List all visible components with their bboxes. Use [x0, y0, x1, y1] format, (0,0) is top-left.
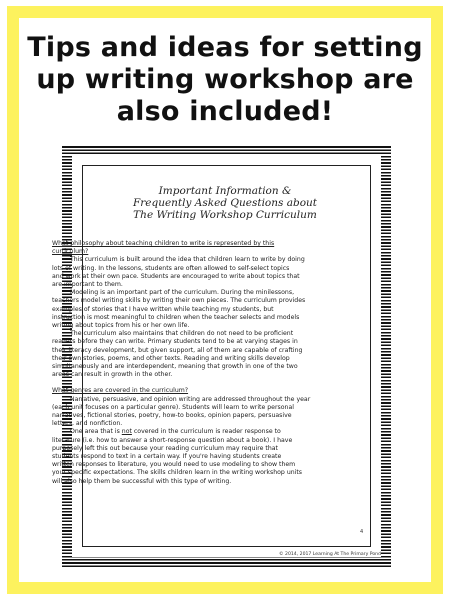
headline-line-3: also included! — [116, 96, 334, 127]
answer-1-paragraph-line: readers before they can write. Primary students tend to be at varying stages in — [52, 338, 298, 346]
question-1 — [52, 240, 397, 256]
answer-2-paragraph-line: Narrative, persuasive, and opinion writing are addressed throughout the year — [70, 395, 311, 403]
answer-1-paragraph-line: their literacy development, but given support, all of them are capable of crafting — [52, 346, 303, 354]
answer-2-last-line: literature (i.e. how to answer a short-response question about a book). I have — [52, 436, 293, 444]
answer-1-paragraph-line: Modeling is an important part of the curriculum. During the minilessons, — [70, 289, 295, 297]
answer-2-last-line: students respond to text in a certain way. If you're having students create — [52, 453, 282, 461]
answer-1-paragraph-line: and work at their own pace. Students are encouraged to write about topics that — [52, 272, 300, 280]
question-1-line-2: curriculum? — [52, 248, 89, 256]
document-title-line-3: The Writing Workshop Curriculum — [133, 209, 317, 221]
copyright: © 2014, 2017 Learning At The Primary Pond — [278, 552, 381, 557]
answer-1-paragraph-line: simultaneously and are interdependent, meaning that growth in one of the two — [52, 363, 298, 371]
answer-1-paragraph-line: lots of writing. In the lessons, students are often allowed to self-select topics — [52, 264, 290, 272]
answer-1-paragraph-line: teachers model writing skills by writing their own pieces. The curriculum provides — [52, 297, 306, 305]
answer-2-last-line: written responses to literature, you would need to use modeling to show them — [52, 461, 296, 469]
answer-2-last-line: your specific expectations. The skills children learn in the writing workshop units — [52, 469, 303, 477]
answer-1-paragraph-line: their own stories, poems, and other texts. Reading and writing skills develop — [52, 354, 290, 362]
answer-1-paragraph-line: The curriculum also maintains that children do not need to be proficient — [70, 330, 294, 338]
headline-line-2: up writing workshop are — [36, 64, 414, 95]
document-title-line-2: Frequently Asked Questions about — [132, 197, 318, 209]
answer-2-paragraph — [52, 396, 397, 429]
answer-2-paragraph-line: letters, and nonfiction. — [52, 420, 123, 428]
answer-2-last-line: will also help them be successful with this type of writing. — [52, 477, 232, 485]
document-title — [0, 185, 450, 221]
question-1-line-1: What philosophy about teaching children to write is represented by this — [52, 240, 275, 247]
answer-1-paragraph-line: are important to them. — [52, 281, 123, 289]
answer-1-paragraph-line: writing about topics from his or her own life. — [52, 322, 190, 330]
emphasis-not: not — [121, 428, 132, 436]
answer-2-last-line: purposely left this out because your reading curriculum may require that — [52, 444, 278, 452]
answer-1-paragraph-line: areas can result in growth in the other. — [52, 371, 173, 379]
answer-2-paragraph-line: (each unit focuses on a particular genre). Students will learn to write personal — [52, 403, 294, 411]
answer-2-last-paragraph: One area that is not covered in the curriculum is reader response to — [70, 428, 281, 436]
answer-2-paragraph-line: narratives, fictional stories, poetry, how-to books, opinion papers, persuasive — [52, 412, 292, 420]
document-body — [52, 240, 397, 486]
question-2: What genres are covered in the curriculum? — [52, 387, 189, 395]
headline — [0, 32, 450, 128]
document-title-line-1: Important Information & — [158, 185, 292, 197]
page-number: 4 — [360, 529, 364, 535]
answer-1-paragraph-line: instruction is most meaningful to children when the teacher selects and models — [52, 313, 300, 321]
answer-1-paragraph — [52, 256, 397, 289]
answer-1-paragraph-line: This curriculum is built around the idea that children learn to write by doing — [70, 256, 305, 264]
answer-2 — [52, 396, 397, 429]
headline-line-1: Tips and ideas for setting — [27, 32, 423, 63]
answer-1 — [52, 256, 397, 379]
answer-1-paragraph — [52, 289, 397, 330]
answer-1-paragraph-line: examples of stories that I have written while teaching my students, but — [52, 305, 274, 313]
answer-1-paragraph — [52, 330, 397, 379]
